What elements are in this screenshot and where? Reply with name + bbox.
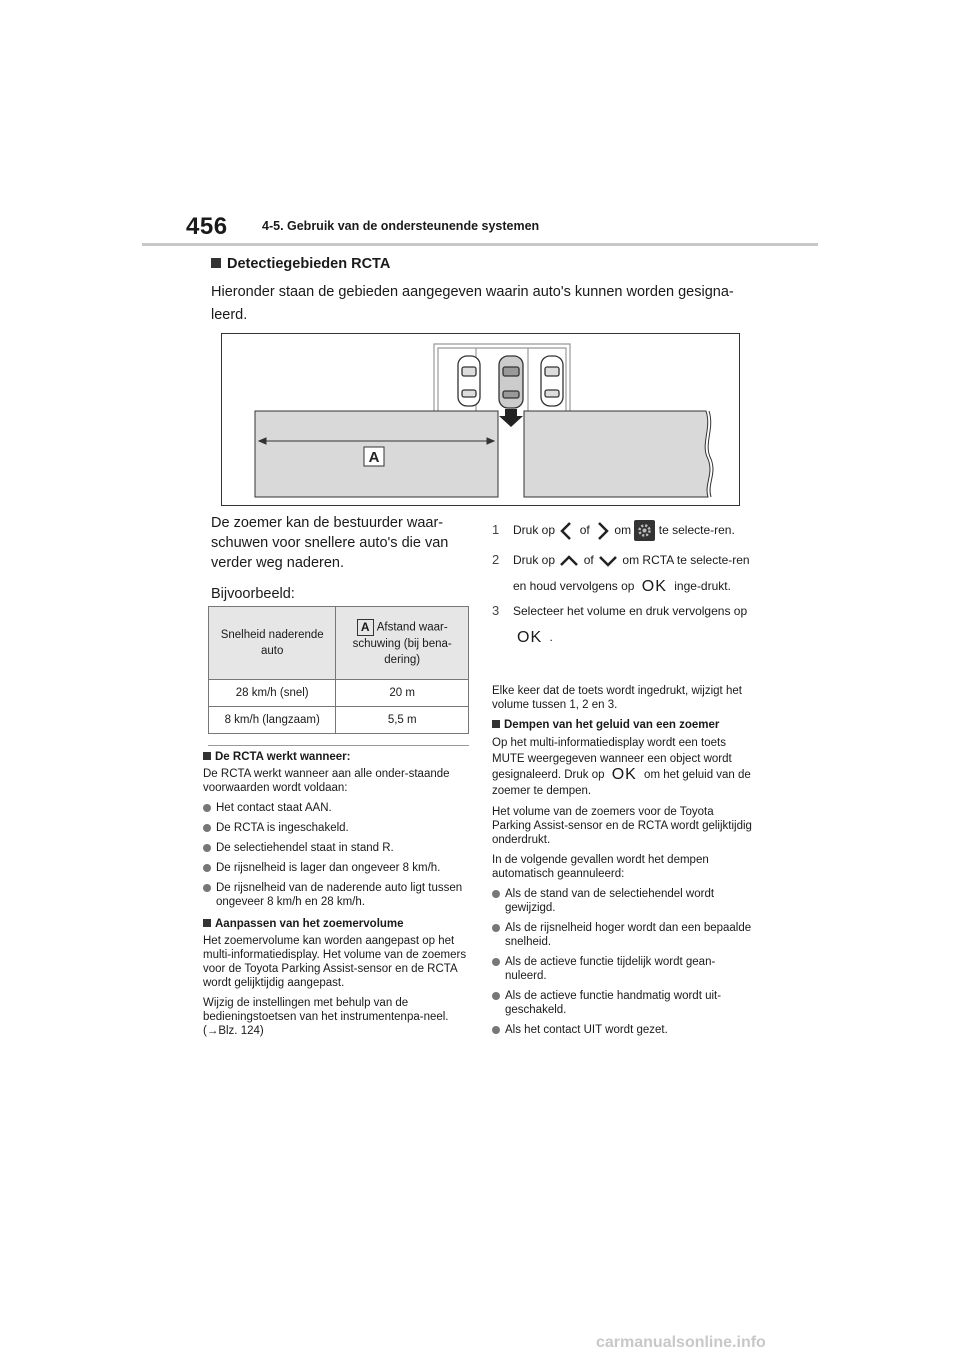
right-notes: [492, 684, 754, 1043]
step-number: 3: [492, 603, 500, 619]
ok-icon: OK: [641, 578, 667, 596]
step-text: om RCTA te selecte-ren en houd vervolgens op: [513, 553, 750, 594]
parked-car-icon: [458, 356, 480, 406]
label-a: A: [368, 449, 380, 466]
step-text: inge-drukt.: [674, 579, 731, 594]
step-text: om: [614, 523, 632, 537]
header-distance: [336, 607, 469, 680]
table-row: [209, 707, 469, 734]
page-number: 456: [186, 213, 228, 240]
list-item: Als de stand van de selectiehendel wordt gewijzigd.: [492, 887, 754, 915]
section-title-text: Detectiegebieden RCTA: [227, 256, 391, 272]
rcta-detection-figure: [221, 333, 740, 506]
chevron-up-icon: [558, 554, 580, 568]
buzzer-paragraph: De zoemer kan de bestuurder waar-schuwen voor snellere auto's die van verder weg naderen.: [211, 515, 449, 571]
square-bullet-icon: [211, 258, 221, 268]
rcta-intro: De RCTA werkt wanneer aan alle onder-staande voorwaarden wordt voldaan:: [203, 768, 450, 794]
watermark: carmanualsonline.info: [596, 1334, 766, 1351]
list-item: De RCTA is ingeschakeld.: [203, 821, 473, 835]
list-item: Als de rijsnelheid hoger wordt dan een bepaalde snelheid.: [492, 921, 754, 949]
volume-title-text: Aanpassen van het zoemervolume: [215, 918, 404, 930]
list-item: De rijsnelheid van de naderende auto ligt tussen ongeveer 8 km/h en 28 km/h.: [203, 881, 473, 909]
reversing-car-icon: [499, 356, 523, 408]
mute-para1: [492, 735, 754, 799]
mute-text: om het geluid van de zoemer te dempen.: [492, 769, 751, 798]
table-row: [209, 680, 469, 707]
cell-speed: 28 km/h (snel): [209, 680, 336, 707]
chevron-left-icon: [558, 521, 576, 541]
table-header-row: [209, 607, 469, 680]
step-text: Selecteer het volume en druk vervolgens op: [513, 604, 748, 619]
list-item: Het contact staat AAN.: [203, 801, 473, 815]
step-text: Druk op: [513, 553, 556, 568]
instruction-steps: [492, 520, 760, 651]
list-item: De rijsnelheid is lager dan ongeveer 8 km/h.: [203, 861, 473, 875]
step-text: of: [583, 553, 594, 568]
step-3: [492, 598, 760, 651]
speed-distance-table: [208, 606, 469, 734]
list-item: Als het contact UIT wordt gezet.: [492, 1023, 754, 1037]
step-1: [492, 520, 760, 541]
cell-distance: 20 m: [336, 680, 469, 707]
cell-speed: 8 km/h (langzaam): [209, 707, 336, 734]
header-distance-text: Afstand waar-schuwing (bij bena-dering): [352, 621, 452, 666]
step-2: [492, 547, 760, 600]
detection-area-right: [524, 411, 710, 497]
cell-distance: 5,5 m: [336, 707, 469, 734]
mute-para2: Het volume van de zoemers voor de Toyota Parking Assist-sensor en de RCTA wordt gelijktijdig onderdrukt.: [492, 806, 752, 847]
rcta-conditions-title: [203, 750, 473, 764]
label-a-box: A: [357, 619, 374, 636]
section-divider: [208, 745, 469, 746]
chevron-right-icon: [593, 521, 611, 541]
left-notes: [203, 750, 473, 1044]
list-item: De selectiehendel staat in stand R.: [203, 841, 473, 855]
volume-note: Elke keer dat de toets wordt ingedrukt, wijzigt het volume tussen 1, 2 en 3.: [492, 685, 742, 711]
list-item: Als de actieve functie handmatig wordt uit-geschakeld.: [492, 989, 754, 1017]
chapter-title: 4-5. Gebruik van de ondersteunende systemen: [262, 219, 540, 233]
settings-gear-icon: [634, 520, 655, 541]
example-label: Bijvoorbeeld:: [211, 586, 295, 602]
parking-diagram: [222, 334, 739, 505]
step-number: 2: [492, 552, 500, 568]
step-text: .: [549, 630, 553, 645]
square-bullet-icon: [203, 919, 211, 927]
section-intro: Hieronder staan de gebieden aangegeven waarin auto's kunnen worden gesigna-leerd.: [211, 284, 734, 323]
square-bullet-icon: [203, 752, 211, 760]
header-rule: [142, 243, 818, 246]
step-text: of: [579, 523, 590, 537]
arrow-down-icon: [499, 409, 523, 427]
step-number: 1: [492, 522, 500, 537]
header-speed: Snelheid naderende auto: [209, 607, 336, 680]
left-column-text: [211, 513, 466, 615]
list-item: Als de actieve functie tijdelijk wordt gean-nuleerd.: [492, 955, 754, 983]
ok-icon: OK: [517, 628, 543, 646]
volume-para1: Het zoemervolume kan worden aangepast op het multi-informatiedisplay. Het volume van de zoemers voor de Toyota Parking Assist-sensor en de RCTA wordt gelijktijdig aangepast.: [203, 935, 467, 989]
square-bullet-icon: [492, 720, 500, 728]
ok-icon: OK: [611, 766, 637, 783]
parked-car-icon: [541, 356, 563, 406]
volume-title: [203, 917, 473, 931]
section-title: [211, 256, 390, 272]
mute-title-text: Dempen van het geluid van een zoemer: [504, 719, 720, 731]
volume-para2: Wijzig de instellingen met behulp van de bedieningstoetsen van het instrumentenpa-neel. (→Blz. 124): [203, 997, 449, 1037]
rcta-title-text: De RCTA werkt wanneer:: [215, 751, 351, 763]
step-text: Druk op: [513, 523, 556, 537]
chevron-down-icon: [597, 554, 619, 568]
mute-text: Op het multi-informatiedisplay wordt een toets MUTE weergegeven wanneer een object wordt gesignaleerd. Druk op: [492, 737, 732, 782]
step-text: te selecte-ren.: [658, 523, 735, 537]
mute-para3: In de volgende gevallen wordt het dempen automatisch geannuleerd:: [492, 854, 709, 881]
mute-title: [492, 718, 754, 732]
